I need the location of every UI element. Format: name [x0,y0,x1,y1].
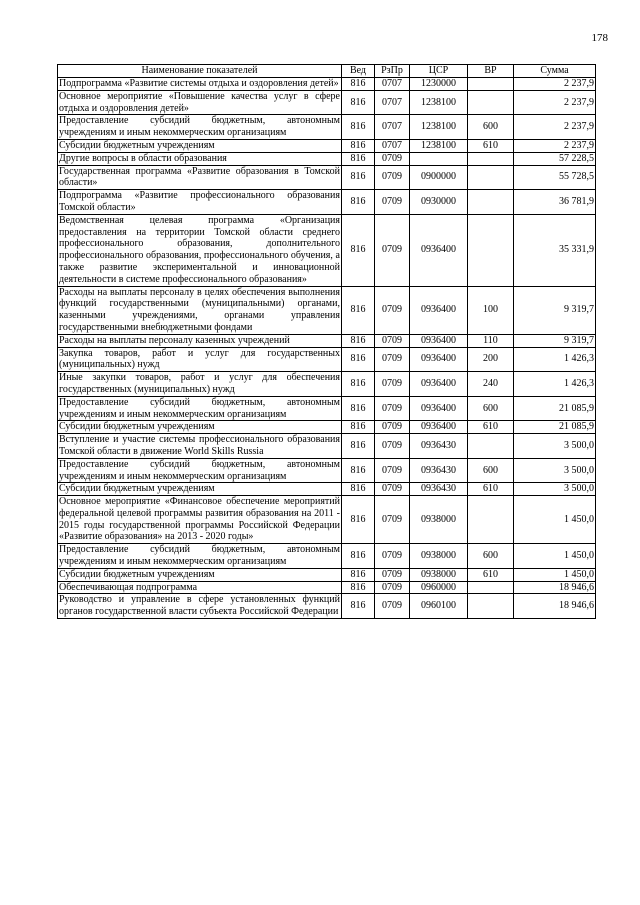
cell-name: Подпрограмма «Развитие системы отдыха и оздоровления детей» [58,78,342,91]
cell-vr [468,214,514,286]
cell-sum: 35 331,9 [514,214,596,286]
cell-ved: 816 [342,458,375,483]
cell-vr: 610 [468,421,514,434]
cell-name: Государственная программа «Развитие образования в Томской области» [59,165,340,189]
cell-sum: 1 450,0 [514,496,596,544]
cell-vr: 600 [468,458,514,483]
cell-rzpr: 0709 [375,396,410,421]
cell-rzpr: 0709 [375,496,410,544]
cell-ved: 816 [342,165,375,190]
table-row [58,139,596,152]
cell-name: Основное мероприятие «Финансовое обеспечение мероприятий федеральной целевой программы развития образования на 2011 - 2015 годы государственной программы Российской Федерации «Развитие образования» на 2013 - 2020 годы» [59,496,340,543]
page-number: 178 [591,32,608,44]
cell-rzpr: 0707 [375,115,410,140]
cell-sum: 1 426,3 [514,347,596,372]
cell-sum: 21 085,9 [514,421,596,434]
cell-csr: 0936400 [410,286,468,334]
cell-name: Другие вопросы в области образования [58,152,342,165]
table-row [58,214,596,286]
cell-rzpr: 0709 [375,165,410,190]
cell-csr: 0936400 [410,214,468,286]
cell-csr: 0936400 [410,372,468,397]
cell-csr: 0936400 [410,347,468,372]
cell-csr: 1238100 [410,139,468,152]
cell-sum: 57 228,5 [514,152,596,165]
cell-csr: 1230000 [410,78,468,91]
cell-name: Предоставление субсидий бюджетным, автономным учреждениям и иным некоммерческим организациям [59,544,340,568]
cell-vr: 110 [468,334,514,347]
cell-name: Расходы на выплаты персоналу в целях обеспечения выполнения функций государственными (муниципальными) органами, казенными учреждениями, органами управления государственными внебюджетными фондами [59,286,340,333]
header-vr: ВР [468,65,514,78]
cell-rzpr: 0709 [375,568,410,581]
cell-sum: 3 500,0 [514,434,596,459]
table-row [58,458,596,483]
table-row [58,286,596,334]
cell-rzpr: 0707 [375,90,410,115]
cell-name: Ведомственная целевая программа «Организация предоставления на территории Томской области среднего профессионального образования, дополнительного профессионального образования, профессионального обучения, а также развитие экспериментальной и инновационной деятельности в системе профессионального образования» [59,214,340,285]
cell-ved: 816 [342,396,375,421]
cell-ved: 816 [342,90,375,115]
cell-name: Субсидии бюджетным учреждениям [58,139,342,152]
cell-ved: 816 [342,483,375,496]
header-csr: ЦСР [410,65,468,78]
cell-sum: 9 319,7 [514,334,596,347]
cell-sum: 3 500,0 [514,483,596,496]
cell-csr: 0938000 [410,568,468,581]
table-row [58,434,596,459]
table-row [58,372,596,397]
table-row [58,115,596,140]
cell-rzpr: 0709 [375,421,410,434]
cell-ved: 816 [342,347,375,372]
cell-sum: 21 085,9 [514,396,596,421]
cell-name: Вступление и участие системы профессионального образования Томской области в движение World Skills Russia [59,434,340,457]
cell-vr: 600 [468,115,514,140]
table-row [58,483,596,496]
header-name: Наименование показателей [58,65,342,78]
cell-rzpr: 0709 [375,594,410,619]
cell-csr: 0936430 [410,483,468,496]
cell-sum: 55 728,5 [514,165,596,190]
cell-ved: 816 [342,115,375,140]
cell-csr: 1238100 [410,90,468,115]
cell-rzpr: 0709 [375,372,410,397]
cell-sum: 1 426,3 [514,372,596,397]
cell-ved: 816 [342,594,375,619]
cell-rzpr: 0709 [375,581,410,594]
cell-vr [468,434,514,459]
cell-vr: 240 [468,372,514,397]
cell-sum: 2 237,9 [514,90,596,115]
cell-vr: 600 [468,396,514,421]
cell-name: Закупка товаров, работ и услуг для государственных (муниципальных) нужд [59,347,340,371]
cell-csr: 0960100 [410,594,468,619]
table-row [58,78,596,91]
table-row [58,496,596,544]
cell-rzpr: 0709 [375,458,410,483]
table-row [58,396,596,421]
cell-vr [468,496,514,544]
cell-ved: 816 [342,334,375,347]
table-row [58,190,596,215]
cell-sum: 2 237,9 [514,115,596,140]
cell-vr: 100 [468,286,514,334]
cell-vr [468,594,514,619]
cell-ved: 816 [342,372,375,397]
cell-rzpr: 0709 [375,152,410,165]
cell-rzpr: 0709 [375,483,410,496]
cell-vr [468,78,514,91]
cell-rzpr: 0709 [375,544,410,569]
cell-ved: 816 [342,544,375,569]
cell-sum: 18 946,6 [514,594,596,619]
cell-name: Предоставление субсидий бюджетным, автономным учреждениям и иным некоммерческим организациям [59,396,340,420]
cell-sum: 1 450,0 [514,544,596,569]
budget-table [57,64,596,619]
cell-name: Руководство и управление в сфере установленных функций органов государственной власти субъекта Российской Федерации [59,594,340,618]
cell-ved: 816 [342,434,375,459]
cell-ved: 816 [342,496,375,544]
cell-ved: 816 [342,190,375,215]
table-row [58,334,596,347]
cell-vr: 600 [468,544,514,569]
cell-name: Субсидии бюджетным учреждениям [58,421,342,434]
cell-csr: 0936400 [410,396,468,421]
cell-ved: 816 [342,421,375,434]
cell-ved: 816 [342,214,375,286]
cell-rzpr: 0709 [375,347,410,372]
cell-csr [410,152,468,165]
cell-vr: 610 [468,568,514,581]
table-row [58,581,596,594]
table-row [58,421,596,434]
cell-ved: 816 [342,139,375,152]
cell-name: Предоставление субсидий бюджетным, автономным учреждениям и иным некоммерческим организациям [59,115,340,139]
cell-rzpr: 0709 [375,334,410,347]
cell-sum: 18 946,6 [514,581,596,594]
cell-sum: 2 237,9 [514,78,596,91]
table-row [58,152,596,165]
table-row [58,544,596,569]
cell-ved: 816 [342,78,375,91]
cell-csr: 0900000 [410,165,468,190]
cell-sum: 1 450,0 [514,568,596,581]
cell-vr [468,152,514,165]
cell-csr: 0936400 [410,421,468,434]
cell-csr: 1238100 [410,115,468,140]
cell-name: Субсидии бюджетным учреждениям [58,568,342,581]
cell-vr: 610 [468,139,514,152]
cell-sum: 36 781,9 [514,190,596,215]
cell-rzpr: 0707 [375,139,410,152]
cell-rzpr: 0709 [375,434,410,459]
cell-csr: 0938000 [410,544,468,569]
cell-csr: 0930000 [410,190,468,215]
table-row [58,347,596,372]
cell-csr: 0938000 [410,496,468,544]
table-row [58,165,596,190]
cell-vr: 610 [468,483,514,496]
cell-csr: 0936430 [410,434,468,459]
cell-rzpr: 0707 [375,78,410,91]
cell-rzpr: 0709 [375,214,410,286]
cell-name: Обеспечивающая подпрограмма [58,581,342,594]
cell-rzpr: 0709 [375,286,410,334]
table-row [58,568,596,581]
cell-ved: 816 [342,568,375,581]
cell-ved: 816 [342,152,375,165]
table-header-row [58,65,596,78]
cell-csr: 0936430 [410,458,468,483]
cell-sum: 3 500,0 [514,458,596,483]
cell-rzpr: 0709 [375,190,410,215]
cell-csr: 0960000 [410,581,468,594]
cell-vr [468,165,514,190]
cell-ved: 816 [342,286,375,334]
cell-csr: 0936400 [410,334,468,347]
cell-name: Подпрограмма «Развитие профессионального образования Томской области» [59,190,340,213]
cell-name: Расходы на выплаты персоналу казенных учреждений [58,334,342,347]
header-sum: Сумма [514,65,596,78]
cell-vr [468,90,514,115]
table-row [58,594,596,619]
cell-sum: 9 319,7 [514,286,596,334]
cell-name: Иные закупки товаров, работ и услуг для обеспечения государственных (муниципальных) нужд [59,372,340,395]
cell-name: Основное мероприятие «Повышение качества услуг в сфере отдыха и оздоровления детей» [59,90,340,114]
cell-vr [468,190,514,215]
cell-ved: 816 [342,581,375,594]
header-rzpr: РзПр [375,65,410,78]
header-ved: Вед [342,65,375,78]
cell-vr [468,581,514,594]
cell-vr: 200 [468,347,514,372]
cell-sum: 2 237,9 [514,139,596,152]
cell-name: Субсидии бюджетным учреждениям [58,483,342,496]
table-row [58,90,596,115]
cell-name: Предоставление субсидий бюджетным, автономным учреждениям и иным некоммерческим организациям [59,458,340,482]
